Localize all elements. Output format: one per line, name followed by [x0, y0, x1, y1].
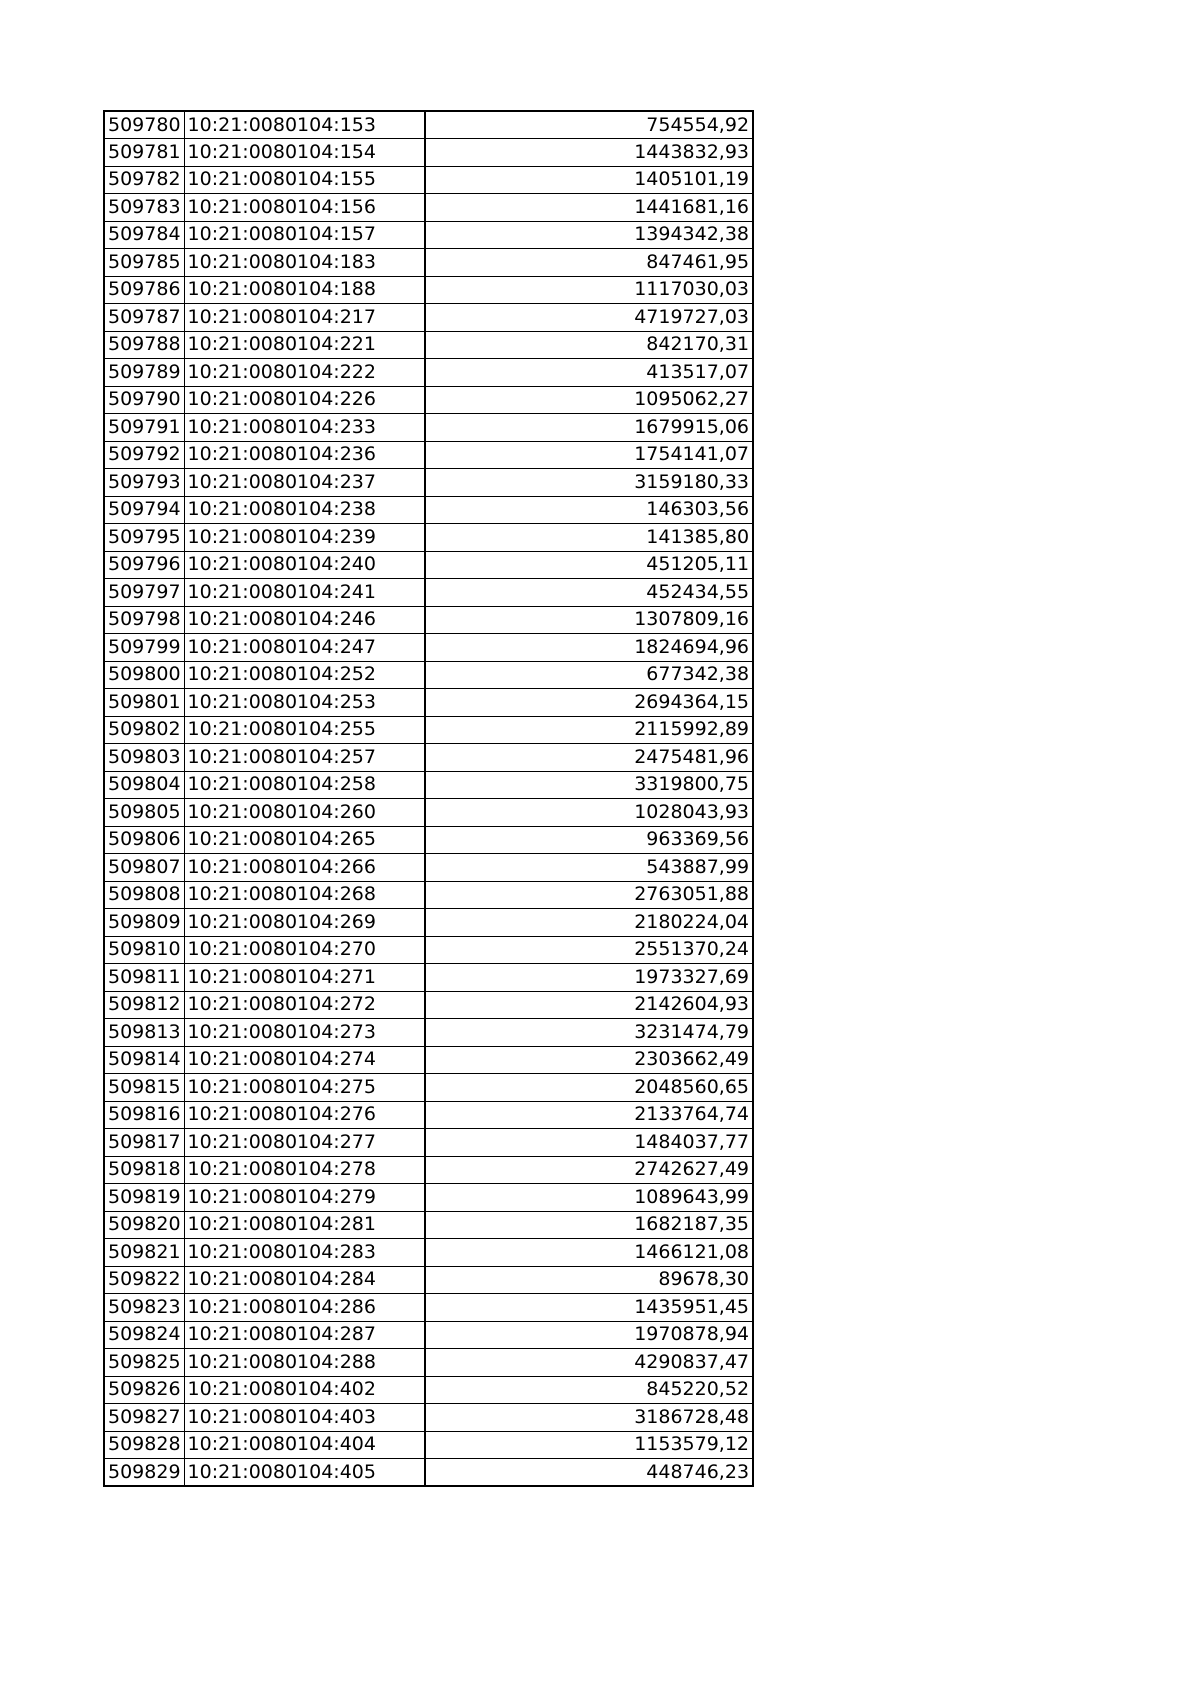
table-row — [104, 331, 753, 359]
cadastral-value-cell: 2303662,49 — [425, 1046, 753, 1074]
cadastral-value-cell: 1394342,38 — [425, 221, 753, 249]
cadastral-number-cell: 10:21:0080104:183 — [184, 249, 425, 277]
cadastral-number-cell: 10:21:0080104:402 — [184, 1376, 425, 1404]
cadastral-number-cell: 10:21:0080104:273 — [184, 1019, 425, 1047]
table-row — [104, 1376, 753, 1404]
table-row — [104, 1459, 753, 1487]
cadastral-number-cell: 10:21:0080104:155 — [184, 166, 425, 194]
row-number-cell: 509802 — [104, 716, 184, 744]
cadastral-value-cell: 963369,56 — [425, 826, 753, 854]
cadastral-value-cell: 141385,80 — [425, 524, 753, 552]
cadastral-number-cell: 10:21:0080104:156 — [184, 194, 425, 222]
cadastral-number-cell: 10:21:0080104:265 — [184, 826, 425, 854]
row-number-cell: 509817 — [104, 1129, 184, 1157]
table-row — [104, 1184, 753, 1212]
cadastral-value-cell: 1824694,96 — [425, 634, 753, 662]
cadastral-number-cell: 10:21:0080104:281 — [184, 1211, 425, 1239]
cadastral-value-cell: 1679915,06 — [425, 414, 753, 442]
table-row — [104, 1046, 753, 1074]
row-number-cell: 509821 — [104, 1239, 184, 1267]
cadastral-value-cell: 3319800,75 — [425, 771, 753, 799]
row-number-cell: 509789 — [104, 359, 184, 387]
cadastral-value-table — [103, 110, 754, 1487]
cadastral-number-cell: 10:21:0080104:236 — [184, 441, 425, 469]
table-row — [104, 111, 753, 139]
cadastral-number-cell: 10:21:0080104:257 — [184, 744, 425, 772]
cadastral-number-cell: 10:21:0080104:287 — [184, 1321, 425, 1349]
table-row — [104, 1349, 753, 1377]
cadastral-number-cell: 10:21:0080104:188 — [184, 276, 425, 304]
row-number-cell: 509788 — [104, 331, 184, 359]
cadastral-number-cell: 10:21:0080104:260 — [184, 799, 425, 827]
cadastral-value-cell: 2475481,96 — [425, 744, 753, 772]
table-row — [104, 716, 753, 744]
cadastral-number-cell: 10:21:0080104:403 — [184, 1404, 425, 1432]
row-number-cell: 509818 — [104, 1156, 184, 1184]
table-row — [104, 799, 753, 827]
row-number-cell: 509814 — [104, 1046, 184, 1074]
cadastral-number-cell: 10:21:0080104:286 — [184, 1294, 425, 1322]
cadastral-number-cell: 10:21:0080104:278 — [184, 1156, 425, 1184]
cadastral-value-cell: 543887,99 — [425, 854, 753, 882]
table-row — [104, 964, 753, 992]
table-row — [104, 689, 753, 717]
cadastral-number-cell: 10:21:0080104:253 — [184, 689, 425, 717]
cadastral-value-cell: 1441681,16 — [425, 194, 753, 222]
row-number-cell: 509820 — [104, 1211, 184, 1239]
cadastral-value-cell: 1307809,16 — [425, 606, 753, 634]
table-row — [104, 166, 753, 194]
row-number-cell: 509793 — [104, 469, 184, 497]
table-row — [104, 991, 753, 1019]
cadastral-value-cell: 1435951,45 — [425, 1294, 753, 1322]
table-row — [104, 744, 753, 772]
cadastral-number-cell: 10:21:0080104:233 — [184, 414, 425, 442]
cadastral-value-cell: 3159180,33 — [425, 469, 753, 497]
row-number-cell: 509811 — [104, 964, 184, 992]
cadastral-value-cell: 1754141,07 — [425, 441, 753, 469]
row-number-cell: 509826 — [104, 1376, 184, 1404]
cadastral-value-cell: 754554,92 — [425, 111, 753, 139]
row-number-cell: 509813 — [104, 1019, 184, 1047]
cadastral-number-cell: 10:21:0080104:237 — [184, 469, 425, 497]
cadastral-number-cell: 10:21:0080104:217 — [184, 304, 425, 332]
cadastral-value-cell: 2551370,24 — [425, 936, 753, 964]
cadastral-value-cell: 2142604,93 — [425, 991, 753, 1019]
row-number-cell: 509809 — [104, 909, 184, 937]
cadastral-number-cell: 10:21:0080104:255 — [184, 716, 425, 744]
table-row — [104, 304, 753, 332]
cadastral-value-cell: 1484037,77 — [425, 1129, 753, 1157]
row-number-cell: 509781 — [104, 139, 184, 167]
cadastral-value-cell: 2180224,04 — [425, 909, 753, 937]
row-number-cell: 509799 — [104, 634, 184, 662]
row-number-cell: 509783 — [104, 194, 184, 222]
cadastral-value-cell: 413517,07 — [425, 359, 753, 387]
cadastral-number-cell: 10:21:0080104:269 — [184, 909, 425, 937]
cadastral-number-cell: 10:21:0080104:252 — [184, 661, 425, 689]
table-row — [104, 1019, 753, 1047]
row-number-cell: 509803 — [104, 744, 184, 772]
cadastral-value-cell: 4719727,03 — [425, 304, 753, 332]
cadastral-number-cell: 10:21:0080104:288 — [184, 1349, 425, 1377]
cadastral-value-cell: 1153579,12 — [425, 1431, 753, 1459]
cadastral-number-cell: 10:21:0080104:221 — [184, 331, 425, 359]
table-row — [104, 551, 753, 579]
row-number-cell: 509780 — [104, 111, 184, 139]
cadastral-number-cell: 10:21:0080104:239 — [184, 524, 425, 552]
cadastral-number-cell: 10:21:0080104:279 — [184, 1184, 425, 1212]
table-row — [104, 826, 753, 854]
row-number-cell: 509796 — [104, 551, 184, 579]
row-number-cell: 509784 — [104, 221, 184, 249]
cadastral-number-cell: 10:21:0080104:405 — [184, 1459, 425, 1487]
table-row — [104, 194, 753, 222]
row-number-cell: 509792 — [104, 441, 184, 469]
row-number-cell: 509797 — [104, 579, 184, 607]
cadastral-value-cell: 448746,23 — [425, 1459, 753, 1487]
cadastral-value-cell: 452434,55 — [425, 579, 753, 607]
row-number-cell: 509795 — [104, 524, 184, 552]
cadastral-value-cell: 1405101,19 — [425, 166, 753, 194]
table-row — [104, 139, 753, 167]
cadastral-value-cell: 2115992,89 — [425, 716, 753, 744]
row-number-cell: 509829 — [104, 1459, 184, 1487]
row-number-cell: 509800 — [104, 661, 184, 689]
table-row — [104, 359, 753, 387]
cadastral-value-cell: 845220,52 — [425, 1376, 753, 1404]
table-row — [104, 771, 753, 799]
cadastral-number-cell: 10:21:0080104:284 — [184, 1266, 425, 1294]
row-number-cell: 509801 — [104, 689, 184, 717]
cadastral-value-cell: 2763051,88 — [425, 881, 753, 909]
row-number-cell: 509807 — [104, 854, 184, 882]
cadastral-value-cell: 2048560,65 — [425, 1074, 753, 1102]
row-number-cell: 509827 — [104, 1404, 184, 1432]
cadastral-value-cell: 1682187,35 — [425, 1211, 753, 1239]
cadastral-number-cell: 10:21:0080104:274 — [184, 1046, 425, 1074]
row-number-cell: 509794 — [104, 496, 184, 524]
table-row — [104, 1404, 753, 1432]
row-number-cell: 509782 — [104, 166, 184, 194]
cadastral-value-cell: 1095062,27 — [425, 386, 753, 414]
table-row — [104, 386, 753, 414]
table-row — [104, 496, 753, 524]
table-row — [104, 1156, 753, 1184]
table-row — [104, 634, 753, 662]
cadastral-value-cell: 89678,30 — [425, 1266, 753, 1294]
table-row — [104, 221, 753, 249]
row-number-cell: 509798 — [104, 606, 184, 634]
table-body — [104, 111, 753, 1486]
cadastral-value-cell: 2742627,49 — [425, 1156, 753, 1184]
cadastral-value-cell: 1028043,93 — [425, 799, 753, 827]
cadastral-number-cell: 10:21:0080104:154 — [184, 139, 425, 167]
cadastral-value-cell: 3186728,48 — [425, 1404, 753, 1432]
table-row — [104, 661, 753, 689]
table-row — [104, 881, 753, 909]
cadastral-number-cell: 10:21:0080104:238 — [184, 496, 425, 524]
cadastral-number-cell: 10:21:0080104:277 — [184, 1129, 425, 1157]
cadastral-number-cell: 10:21:0080104:258 — [184, 771, 425, 799]
cadastral-number-cell: 10:21:0080104:222 — [184, 359, 425, 387]
cadastral-value-cell: 1089643,99 — [425, 1184, 753, 1212]
table-row — [104, 414, 753, 442]
table-row — [104, 524, 753, 552]
table-row — [104, 606, 753, 634]
cadastral-number-cell: 10:21:0080104:226 — [184, 386, 425, 414]
cadastral-number-cell: 10:21:0080104:266 — [184, 854, 425, 882]
table-row — [104, 276, 753, 304]
table-row — [104, 441, 753, 469]
cadastral-number-cell: 10:21:0080104:272 — [184, 991, 425, 1019]
table-row — [104, 1101, 753, 1129]
table-row — [104, 469, 753, 497]
cadastral-number-cell: 10:21:0080104:241 — [184, 579, 425, 607]
table-row — [104, 1431, 753, 1459]
cadastral-number-cell: 10:21:0080104:157 — [184, 221, 425, 249]
cadastral-value-cell: 1117030,03 — [425, 276, 753, 304]
row-number-cell: 509806 — [104, 826, 184, 854]
cadastral-number-cell: 10:21:0080104:404 — [184, 1431, 425, 1459]
row-number-cell: 509810 — [104, 936, 184, 964]
cadastral-value-cell: 2694364,15 — [425, 689, 753, 717]
table-row — [104, 1211, 753, 1239]
row-number-cell: 509804 — [104, 771, 184, 799]
cadastral-value-cell: 451205,11 — [425, 551, 753, 579]
row-number-cell: 509825 — [104, 1349, 184, 1377]
cadastral-value-cell: 842170,31 — [425, 331, 753, 359]
cadastral-number-cell: 10:21:0080104:240 — [184, 551, 425, 579]
cadastral-value-cell: 1466121,08 — [425, 1239, 753, 1267]
cadastral-value-cell: 677342,38 — [425, 661, 753, 689]
table-row — [104, 1321, 753, 1349]
cadastral-value-cell: 1970878,94 — [425, 1321, 753, 1349]
table-row — [104, 579, 753, 607]
table-row — [104, 1266, 753, 1294]
cadastral-value-cell: 4290837,47 — [425, 1349, 753, 1377]
row-number-cell: 509816 — [104, 1101, 184, 1129]
row-number-cell: 509808 — [104, 881, 184, 909]
cadastral-value-cell: 1443832,93 — [425, 139, 753, 167]
row-number-cell: 509805 — [104, 799, 184, 827]
cadastral-number-cell: 10:21:0080104:246 — [184, 606, 425, 634]
cadastral-value-cell: 847461,95 — [425, 249, 753, 277]
cadastral-number-cell: 10:21:0080104:270 — [184, 936, 425, 964]
cadastral-number-cell: 10:21:0080104:247 — [184, 634, 425, 662]
cadastral-number-cell: 10:21:0080104:283 — [184, 1239, 425, 1267]
row-number-cell: 509824 — [104, 1321, 184, 1349]
table-row — [104, 909, 753, 937]
cadastral-number-cell: 10:21:0080104:268 — [184, 881, 425, 909]
table-row — [104, 249, 753, 277]
cadastral-value-cell: 3231474,79 — [425, 1019, 753, 1047]
table-row — [104, 936, 753, 964]
row-number-cell: 509791 — [104, 414, 184, 442]
cadastral-value-cell: 2133764,74 — [425, 1101, 753, 1129]
table-row — [104, 1129, 753, 1157]
row-number-cell: 509823 — [104, 1294, 184, 1322]
cadastral-value-cell: 146303,56 — [425, 496, 753, 524]
row-number-cell: 509828 — [104, 1431, 184, 1459]
row-number-cell: 509786 — [104, 276, 184, 304]
row-number-cell: 509822 — [104, 1266, 184, 1294]
row-number-cell: 509812 — [104, 991, 184, 1019]
table-row — [104, 1294, 753, 1322]
cadastral-number-cell: 10:21:0080104:275 — [184, 1074, 425, 1102]
row-number-cell: 509819 — [104, 1184, 184, 1212]
row-number-cell: 509815 — [104, 1074, 184, 1102]
row-number-cell: 509785 — [104, 249, 184, 277]
table-row — [104, 854, 753, 882]
table-row — [104, 1239, 753, 1267]
cadastral-number-cell: 10:21:0080104:153 — [184, 111, 425, 139]
row-number-cell: 509787 — [104, 304, 184, 332]
cadastral-number-cell: 10:21:0080104:271 — [184, 964, 425, 992]
table-row — [104, 1074, 753, 1102]
cadastral-number-cell: 10:21:0080104:276 — [184, 1101, 425, 1129]
row-number-cell: 509790 — [104, 386, 184, 414]
cadastral-value-cell: 1973327,69 — [425, 964, 753, 992]
